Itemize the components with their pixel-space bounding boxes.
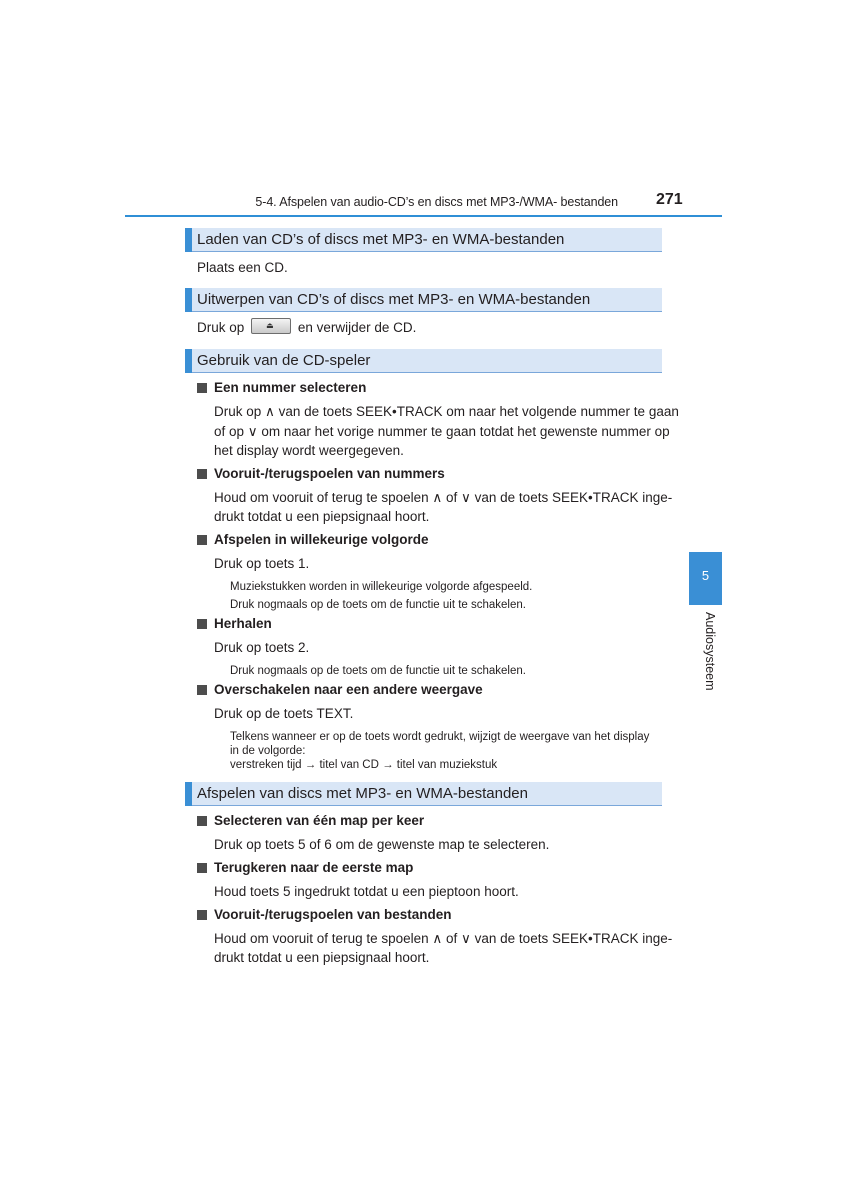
square-bullet-icon xyxy=(197,619,207,629)
subheading: Terugkeren naar de eerste map xyxy=(197,860,413,875)
square-bullet-icon xyxy=(197,535,207,545)
subheading: Selecteren van één map per keer xyxy=(197,813,424,828)
note-line: Telkens wanneer er op de toets wordt gedrukt, wijzigt de weergave van het display xyxy=(230,731,650,743)
paragraph-line: Druk op ∧ van de toets SEEK•TRACK om naar het volgende nummer te gaan xyxy=(214,404,679,419)
eject-icon: ⏏ xyxy=(251,318,291,334)
subheading: Vooruit-/terugspoelen van bestanden xyxy=(197,907,452,922)
subheading: Afspelen in willekeurige volgorde xyxy=(197,532,429,547)
heading-accent-bar xyxy=(185,782,192,806)
square-bullet-icon xyxy=(197,685,207,695)
running-header: 5-4. Afspelen van audio-CD’s en discs met MP3-/WMA- bestanden xyxy=(255,195,618,209)
section-heading-laden xyxy=(185,228,662,252)
section-heading-text: Gebruik van de CD-speler xyxy=(197,352,371,369)
paragraph-line: of op ∨ om naar het vorige nummer te gaan totdat het gewenste nummer op xyxy=(214,424,670,439)
square-bullet-icon xyxy=(197,863,207,873)
heading-accent-bar xyxy=(185,288,192,312)
section-heading-uitwerpen xyxy=(185,288,662,312)
chapter-tab-label: Audiosysteem xyxy=(703,612,717,691)
section-heading-mp3-wma xyxy=(185,782,662,806)
note-line: verstreken tijd → titel van CD → titel van muziekstuk xyxy=(230,759,498,771)
section-heading-text: Laden van CD’s of discs met MP3- en WMA-bestanden xyxy=(197,231,565,248)
page-number: 271 xyxy=(656,191,683,208)
subheading: Vooruit-/terugspoelen van nummers xyxy=(197,466,445,481)
body-text-after: en verwijder de CD. xyxy=(297,320,417,335)
paragraph-line: het display wordt weergegeven. xyxy=(214,443,404,458)
paragraph-line: Houd om vooruit of terug te spoelen ∧ of ∨ van de toets SEEK•TRACK inge- xyxy=(214,931,673,946)
section-heading-text: Uitwerpen van CD’s of discs met MP3- en WMA-bestanden xyxy=(197,291,591,308)
subheading: Herhalen xyxy=(197,616,272,631)
section-body: Plaats een CD. xyxy=(197,260,288,275)
note-line: Muziekstukken worden in willekeurige volgorde afgespeeld. xyxy=(230,581,533,593)
paragraph-line: Druk op de toets TEXT. xyxy=(214,706,354,721)
square-bullet-icon xyxy=(197,910,207,920)
heading-accent-bar xyxy=(185,228,192,252)
note-line: Druk nogmaals op de toets om de functie uit te schakelen. xyxy=(230,665,526,677)
heading-accent-bar xyxy=(185,349,192,373)
note-line: Druk nogmaals op de toets om de functie uit te schakelen. xyxy=(230,599,526,611)
square-bullet-icon xyxy=(197,383,207,393)
paragraph-line: Druk op toets 2. xyxy=(214,640,310,655)
section-heading-text: Afspelen van discs met MP3- en WMA-bestanden xyxy=(197,785,528,802)
subheading: Overschakelen naar een andere weergave xyxy=(197,682,483,697)
paragraph-line: Druk op toets 1. xyxy=(214,556,310,571)
chapter-tab: 5 xyxy=(689,552,722,605)
paragraph-line: drukt totdat u een piepsignaal hoort. xyxy=(214,509,430,524)
section-body xyxy=(197,318,416,338)
header-rule xyxy=(125,215,722,217)
subheading: Een nummer selecteren xyxy=(197,380,366,395)
square-bullet-icon xyxy=(197,816,207,826)
paragraph-line: Houd toets 5 ingedrukt totdat u een pieptoon hoort. xyxy=(214,884,519,899)
note-line: in de volgorde: xyxy=(230,745,306,757)
paragraph-line: drukt totdat u een piepsignaal hoort. xyxy=(214,950,430,965)
paragraph-line: Druk op toets 5 of 6 om de gewenste map te selecteren. xyxy=(214,837,550,852)
body-text-before: Druk op xyxy=(197,320,245,335)
paragraph-line: Houd om vooruit of terug te spoelen ∧ of ∨ van de toets SEEK•TRACK inge- xyxy=(214,490,673,505)
square-bullet-icon xyxy=(197,469,207,479)
section-heading-cd-speler xyxy=(185,349,662,373)
